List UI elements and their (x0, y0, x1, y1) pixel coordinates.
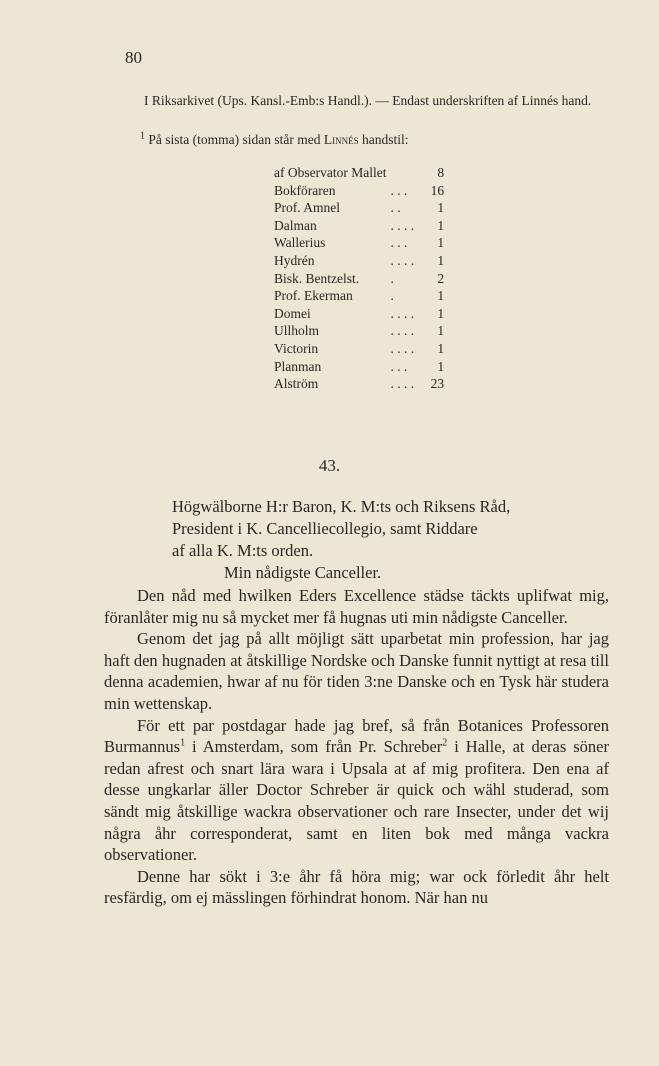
signer-leader-dots: . . . . (390, 252, 415, 268)
body-paragraph: Den nåd med hwilken Eders Excellence städse täckts uplifwat mig, föranlåter mig nu så mycket mer få hugnas uti min nådigste Canceller. (104, 586, 609, 627)
paragraph-text: För ett par postdagar hade jag bref, så från Botanices Professoren Burmannus (104, 715, 609, 757)
signer-count: 1 (437, 323, 445, 339)
signer-row (274, 252, 444, 270)
salutation-greeting: Min nådigste Canceller. (224, 563, 382, 582)
signer-count: 1 (437, 252, 445, 268)
signer-name: Wallerius (274, 235, 326, 251)
signer-count: 23 (430, 376, 445, 392)
salutation-line: President i K. Cancelliecollegio, samt Riddare (172, 519, 478, 538)
signer-row (274, 322, 444, 340)
signer-count: 1 (437, 340, 445, 356)
signer-name: af Observator Mallet (274, 165, 387, 180)
signer-leader-dots: . . . . (390, 305, 415, 321)
signer-leader-dots: . . . . (390, 217, 415, 233)
footnote-author-name: Linnés (323, 132, 359, 147)
signer-row (274, 217, 444, 235)
signer-name: Hydrén (274, 252, 315, 268)
signer-leader-dots (386, 164, 414, 182)
footnote-ref: 2 (442, 737, 448, 749)
footnote-marker: 1 (140, 130, 145, 142)
signer-count: 1 (437, 358, 445, 374)
signer-name: Planman (274, 358, 322, 374)
letter-body (104, 585, 609, 909)
signer-name: Prof. Amnel (274, 200, 340, 216)
signer-leader-dots: . (390, 270, 394, 286)
page-number: 80 (125, 48, 142, 67)
signer-name: Dalman (274, 217, 317, 233)
signer-leader-dots: . . . (390, 182, 408, 198)
signer-row (274, 270, 444, 288)
signer-leader-dots: . . . . (390, 340, 415, 356)
signers-list (274, 164, 444, 393)
signer-row (274, 287, 444, 305)
footnote-text-prefix: På sista (tomma) sidan står med (148, 132, 321, 147)
signer-name: Domei (274, 305, 311, 321)
body-paragraph (104, 715, 609, 866)
signer-leader-dots: . . . . (390, 376, 415, 392)
signer-row (274, 199, 444, 217)
signer-row (274, 375, 444, 393)
signer-count: 1 (437, 288, 445, 304)
signer-row (274, 234, 444, 252)
salutation-line: Högwälborne H:r Baron, K. M:ts och Riksens Råd, (172, 497, 511, 516)
signer-count: 8 (437, 165, 445, 180)
signer-row (274, 340, 444, 358)
signer-row (274, 164, 444, 182)
signer-row (274, 182, 444, 200)
signer-row (274, 358, 444, 376)
footnote-archive-source: I Riksarkivet (Ups. Kansl.-Emb:s Handl.). — Endast underskriften af Linnés hand. (144, 93, 592, 108)
signer-name: Bokföraren (274, 182, 336, 198)
signer-leader-dots: . (390, 288, 394, 304)
paragraph-text: i Halle, at deras söner redan afrest och snart lära wara i Upsala at af mig profitera. Den ena af desse ungkarlar äller Doctor Schreber är quick och wähl studerad, som sändt mig åtskillige wackra observationer och rare Insecter, under det wij några åhr corresponderat, samt en liten bok med många vackra observationer. (104, 737, 609, 865)
signer-leader-dots: . . (390, 200, 401, 216)
signer-leader-dots: . . . (390, 235, 408, 251)
signer-count: 1 (437, 217, 445, 233)
signer-count: 1 (437, 200, 445, 216)
signer-name: Bisk. Bentzelst. (274, 270, 360, 286)
letter-number: 43. (318, 456, 341, 475)
signer-leader-dots: . . . . (390, 323, 415, 339)
body-paragraph: Denne har sökt i 3:e åhr få höra mig; war ock förledit åhr helt resfärdig, om ej mässlingen förhindrat honom. När han nu (104, 866, 609, 908)
signer-name: Alström (274, 376, 319, 392)
footnote-text-suffix: handstil: (361, 132, 409, 147)
signer-name: Ullholm (274, 323, 320, 339)
footnote-handwriting-note (140, 131, 620, 149)
paragraph-text: i Amsterdam, som från Pr. Schreber (185, 737, 443, 757)
footnote-ref: 1 (180, 737, 186, 749)
signer-name: Prof. Ekerman (274, 288, 353, 304)
signer-row (274, 305, 444, 323)
body-paragraph: Genom det jag på allt möjligt sätt uparbetat min profession, har jag haft den hugnaden at åtskillige Nordske och Danske funnit nyttigt at resa till denna academien, hwar af nu för tiden 3:ne Danske och en Tysk här studera min wettenskap. (104, 629, 609, 713)
signer-count: 1 (437, 305, 445, 321)
signer-count: 1 (437, 235, 445, 251)
signer-name: Victorin (274, 340, 319, 356)
signer-count: 16 (430, 182, 445, 198)
salutation (172, 496, 510, 584)
signer-count: 2 (437, 270, 445, 286)
signer-leader-dots: . . . (390, 358, 408, 374)
salutation-line: af alla K. M:ts orden. (172, 541, 314, 560)
